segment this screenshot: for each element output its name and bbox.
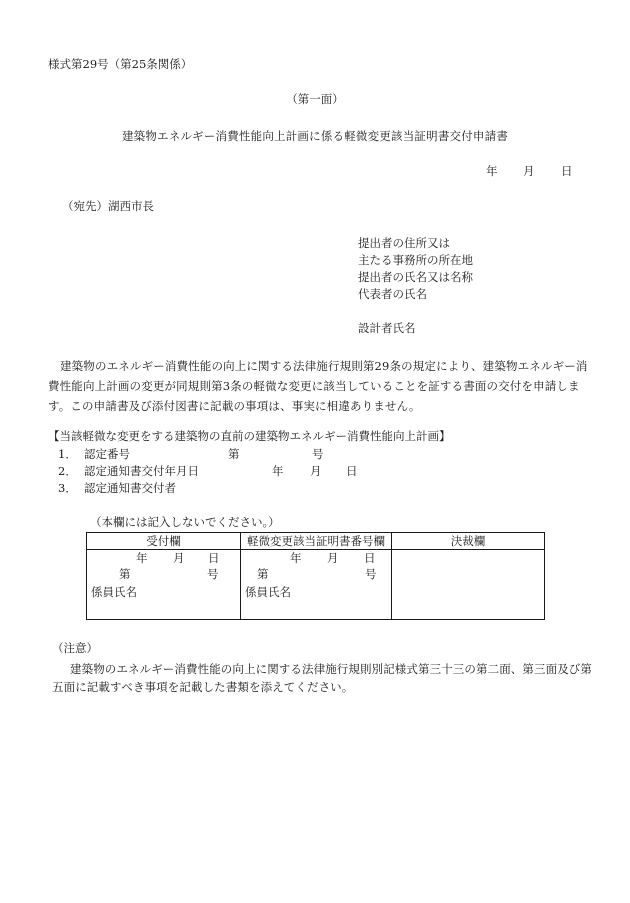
date-day-label: 日 — [561, 164, 573, 178]
item-number: 2． — [58, 464, 77, 478]
number-prefix: 第 — [228, 447, 240, 461]
number-suffix: 号 — [365, 567, 377, 581]
application-date — [486, 165, 573, 179]
addressee: （宛先）湖西市長 — [62, 199, 154, 213]
submitter-block — [358, 235, 473, 303]
plan-section-heading: 【当該軽微な変更をする建築物の直前の建築物エネルギー消費性能向上計画】 — [48, 429, 451, 443]
form-number: 様式第29号（第25条関係） — [48, 57, 193, 71]
certificate-number-row — [241, 566, 391, 582]
number-suffix: 号 — [207, 567, 219, 581]
date-day-label: 日 — [364, 551, 376, 565]
item-label: 認定番号 — [84, 447, 130, 461]
approval-cell — [392, 550, 545, 620]
date-year-label: 年 — [486, 164, 498, 178]
certificate-number-column-header: 軽微変更該当証明書番号欄 — [241, 533, 392, 550]
date-day-label: 日 — [208, 551, 220, 565]
number-prefix: 第 — [257, 567, 269, 581]
date-day-label: 日 — [346, 464, 358, 478]
representative-name-line: 代表者の氏名 — [358, 287, 427, 301]
face-label: （第一面） — [286, 92, 344, 106]
item-label: 認定通知書交付年月日 — [84, 464, 199, 478]
date-year-label: 年 — [290, 551, 302, 565]
date-month-label: 月 — [327, 551, 339, 565]
reception-staff-row — [87, 582, 240, 602]
date-month-label: 月 — [523, 164, 535, 178]
date-month-label: 月 — [310, 464, 322, 478]
date-year-label: 年 — [272, 464, 284, 478]
reception-number-row — [87, 566, 240, 582]
item-number: 3． — [58, 481, 77, 495]
reception-date-row — [87, 550, 240, 566]
submitter-name-line: 提出者の氏名又は名称 — [358, 270, 473, 284]
reception-column-header: 受付欄 — [87, 533, 241, 550]
item-label: 認定通知書交付者 — [84, 481, 176, 495]
submitter-address-line-2: 主たる事務所の所在地 — [358, 253, 473, 267]
number-prefix: 第 — [119, 567, 131, 581]
approval-column-header: 決裁欄 — [392, 533, 545, 550]
declaration-paragraph: 建築物のエネルギー消費性能の向上に関する法律施行規則第29条の規定により、建築物エネルギー消費性能向上計画の変更が同規則第3条の軽微な変更に該当していることを証する書面の交付を申請します。この申請書及び添付図書に記載の事項は、事実に相違ありません。 — [48, 359, 588, 413]
date-year-label: 年 — [136, 551, 148, 565]
certificate-staff-row — [241, 582, 391, 602]
document-title: 建築物エネルギー消費性能向上計画に係る軽微変更該当証明書交付申請書 — [121, 129, 509, 143]
staff-name-label: 係員氏名 — [91, 585, 137, 599]
designer-name-label: 設計者氏名 — [358, 321, 416, 335]
office-use-table — [86, 532, 545, 620]
notes-body: 建築物のエネルギー消費性能の向上に関する法律施行規則別記様式第三十三の第二面、第三面及び第五面に記載すべき事項を記載した書類を添えてください。 — [52, 662, 592, 694]
staff-name-label: 係員氏名 — [245, 585, 291, 599]
date-month-label: 月 — [173, 551, 185, 565]
reception-cell — [87, 550, 241, 620]
certificate-date-row — [241, 550, 391, 566]
number-suffix: 号 — [312, 447, 324, 461]
notes-heading: （注意） — [52, 641, 98, 655]
office-use-note: （本欄には記入しないでください。） — [90, 515, 280, 529]
item-number: 1． — [58, 447, 77, 461]
submitter-address-line-1: 提出者の住所又は — [358, 236, 450, 250]
certificate-number-cell — [241, 550, 392, 620]
